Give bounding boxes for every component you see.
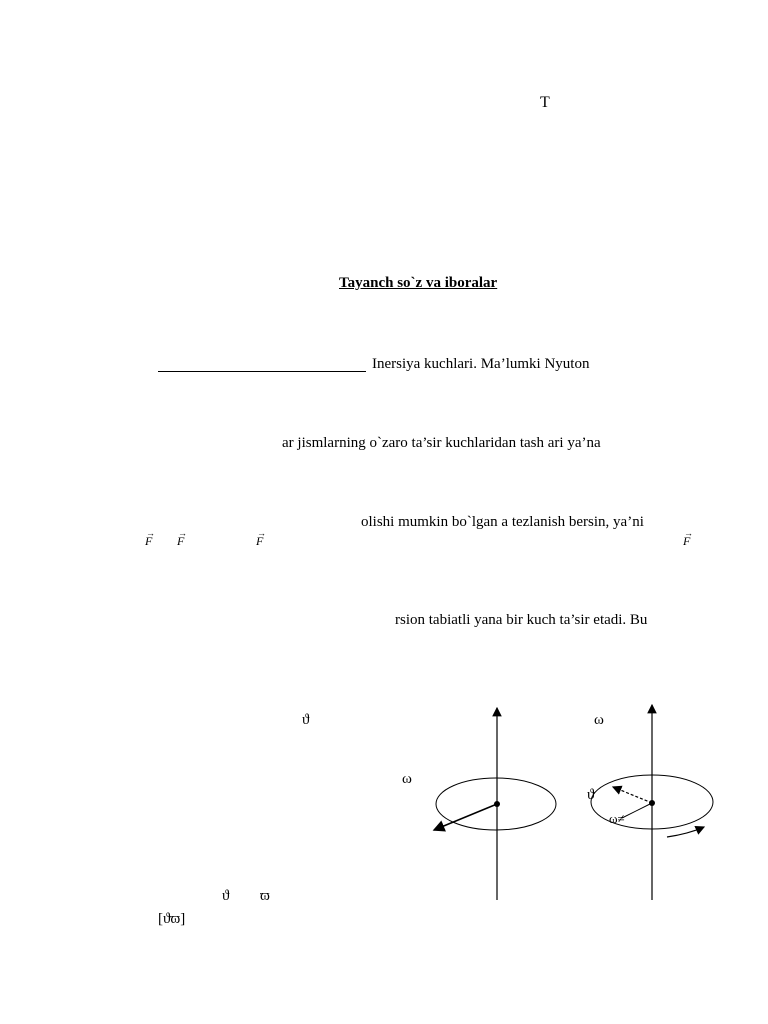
left-rotation-diagram xyxy=(434,708,556,900)
force-vector-3: → F xyxy=(256,528,266,548)
force-vector-1: → F xyxy=(145,528,155,548)
force-vector-2: → F xyxy=(177,528,187,548)
text-line-3: olishi mumkin bo`lgan a tezlanish bersin, ya’ni xyxy=(361,514,644,530)
section-heading: Tayanch so`z va iboralar xyxy=(339,275,498,291)
text-line-2: ar jismlarning o`zaro ta’sir kuchlaridan tash ari ya’na xyxy=(282,435,601,451)
right-omega-label: ω xyxy=(594,712,604,728)
right-radius-line xyxy=(622,803,652,818)
right-dashed-arrow xyxy=(613,787,652,803)
text-line-4: rsion tabiatli yana bir kuch ta’sir etadi. Bu xyxy=(395,612,648,628)
omega-symbol-1: ω xyxy=(402,771,412,787)
theta-symbol-1: ϑ xyxy=(302,712,310,728)
theta-symbol-2: ϑ xyxy=(222,888,230,904)
right-rotation-arrow xyxy=(667,827,704,837)
right-rotation-diagram xyxy=(591,705,713,900)
varpi-symbol: ϖ xyxy=(260,888,270,904)
text-line-1: Inersiya kuchlari. Ma’lumki Nyuton xyxy=(372,356,590,372)
right-theta-label: ϑ xyxy=(587,787,595,803)
right-omega-neq-label: ω≠ xyxy=(609,811,625,826)
bracket-expression: [ϑϖ] xyxy=(158,911,186,927)
top-letter: T xyxy=(540,94,550,111)
force-vector-4: → F xyxy=(683,528,693,548)
